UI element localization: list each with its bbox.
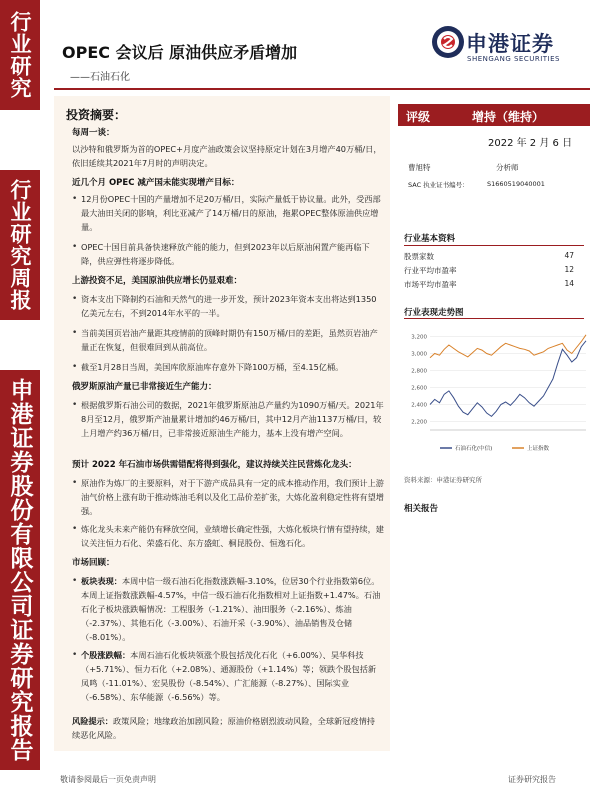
stats-heading: 行业基本资料: [404, 234, 456, 244]
related-reports-heading: 相关报告: [404, 504, 439, 514]
upstream-bullet-2: • 当前美国页岩油产量距其疫情前的顶峰时期仍有150万桶/日的差距，虽然页岩油产量正在恢复，但很难回到从前高位。: [72, 326, 384, 354]
y-tick-label: 2,800: [411, 368, 427, 375]
outlook-bullet-1: • 原油作为炼厂的主要原料，对于下游产成品具有一定的成本推动作用，我们预计上游油气价格上涨有助于推动炼油毛利以及化工品价差扩张，大炼化盈利稳定性将有望增强。: [72, 476, 384, 518]
stat-value: 47: [564, 251, 574, 260]
side-label-weekly: 行业研究周报: [0, 170, 40, 320]
y-tick-label: 2,600: [411, 385, 427, 392]
upstream-bullet-1: • 资本支出下降制约石油和天然气的进一步开发，预计2023年资本支出将达到1350亿美元左右，不到2014年水平的一半。: [72, 292, 384, 320]
stat-row: [404, 251, 584, 262]
analyst-role: 分析师: [496, 163, 519, 172]
left-bar: [0, 0, 40, 800]
series-line: [430, 335, 586, 358]
summary-heading: 投资摘要：: [66, 108, 127, 122]
stocks-label: 个股涨跌幅：: [81, 650, 131, 660]
y-tick-label: 3,200: [411, 334, 427, 341]
russia-bullet: • 根据俄罗斯石油公司的数据，2021年俄罗斯原油总产量约为1090万桶/天。2021年8月至12月，俄罗斯产油量累计增加约46万桶/日，其中12月产油1137万桶/日，较上月增产约36万桶/日，已非常接近原油生产能力，基本上没有增产空间。: [72, 398, 384, 440]
stat-label: 市场平均市盈率: [404, 280, 457, 289]
upstream-heading: 上游投资不足，美国原油供应增长仍显艰难：: [72, 276, 243, 286]
series-line: [430, 341, 586, 417]
stat-value: 12: [564, 265, 574, 274]
risk-warning: [72, 714, 382, 742]
stocks-text: 本周石油石化板块领涨个股包括茂化石化（+6.00%）、昊华科技（+5.71%）、恒力石化（+2.08%）、通源股份（+1.14%）等；领跌个股包括新凤鸣（-11.01%）、宏昊股份（-8.54%）、广汇能源（-8.27%）、国际实业（-6.58%）、东华能源（-6.56%）等。: [81, 650, 377, 702]
y-tick-label: 2,200: [411, 419, 427, 426]
logo-english: SHENGANG SECURITIES: [467, 55, 560, 63]
chart-source: 资料来源：申港证券研究所: [404, 476, 482, 484]
stat-label: 股票家数: [404, 252, 434, 261]
stat-row: [404, 265, 584, 276]
sector-text: 本周中信一级石油石化指数涨跌幅-3.10%，位居30个行业指数第6位。本周上证指数涨跌幅-4.57%，中信一级石油石化指数相对上证指数+1.47%。石油石化子板块涨跌幅情况：工程服务（-1.21%）、油田服务（-2.16%）、炼油（-2.37%）、其他石化（-3.00%）、石油开采（-3.90%）、油品销售及仓储（-8.01%）。: [81, 576, 381, 642]
upstream-bullet-3: • 截至1月28日当周，美国库欣原油库存意外下降100万桶，至4.15亿桶。: [72, 360, 384, 374]
stat-row: [404, 279, 584, 290]
rating-value: 增持（维持）: [472, 110, 545, 124]
report-date: 2022 年 2 月 6 日: [488, 138, 573, 149]
chart-heading: 行业表现走势图: [404, 308, 464, 318]
risk-text: 政策风险；地缘政治加剧风险；原油价格剧烈波动风险，全球新冠疫情持续恶化风险。: [72, 716, 375, 740]
rating-bar: [398, 104, 590, 126]
industry-performance-chart: [400, 322, 590, 462]
outlook-bullet-2: • 炼化龙头未来产能仍有释放空间，业绩增长确定性强，大炼化板块行情有望持续，建议关注恒力石化、荣盛石化、东方盛虹、桐昆股份、恒逸石化。: [72, 522, 384, 550]
logo-name: 申港证券: [466, 32, 554, 56]
y-tick-label: 3,000: [411, 351, 427, 358]
footer-disclaimer: 敬请参阅最后一页免责声明: [60, 775, 156, 784]
opec-heading: 近几个月 OPEC 减产国未能实现增产目标：: [72, 178, 240, 188]
header-divider: [54, 88, 590, 90]
stats-divider: [404, 245, 584, 246]
analyst-name: 曹旭特: [408, 163, 431, 172]
side-label-company: 申港证券股份有限公司证券研究报告: [0, 370, 40, 770]
russia-heading: 俄罗斯原油产量已非常接近生产能力：: [72, 382, 217, 392]
sac-number: S1660519040001: [487, 180, 545, 188]
sac-label: SAC 执业证书编号：: [408, 181, 469, 189]
opec-bullet-2: • OPEC十国目前具备快速释放产能的能力，但到2023年以后原油闲置产能再临下降，供应弹性将逐步降低。: [72, 240, 384, 268]
stat-value: 14: [564, 279, 574, 288]
outlook-heading: 预计 2022 年石油市场供需错配将得到强化，建议持续关注民营炼化龙头：: [72, 460, 357, 470]
legend-label: 石油石化(中信): [455, 446, 493, 452]
legend-label: 上证指数: [527, 446, 550, 452]
stat-label: 行业平均市盈率: [404, 266, 457, 275]
risk-label: 风险提示：: [72, 716, 113, 726]
market-heading: 市场回顾：: [72, 558, 115, 568]
rating-label: 评级: [406, 110, 431, 124]
market-bullet-sector: [72, 574, 384, 644]
market-bullet-stocks: [72, 648, 384, 704]
sector-label: 板块表现：: [81, 576, 122, 586]
weekly-talk-text: 以沙特和俄罗斯为首的OPEC+月度产油政策会议坚持原定计划在3月增产40万桶/日，依旧延续其2021年7月时的声明决定。: [72, 144, 382, 168]
report-subtitle: ——石油石化: [70, 72, 130, 83]
opec-bullet-1: • 12月份OPEC十国的产量增加不足20万桶/日，实际产量低于协议量。此外，受西部最大油田关闭的影响，利比亚减产了14万桶/日的原油，拖累OPEC整体原油供应增量。: [72, 192, 384, 234]
report-title: OPEC 会议后 原油供应矛盾增加: [62, 43, 298, 62]
weekly-talk-heading: 每周一谈：: [72, 128, 115, 138]
footer-label: 证券研究报告: [508, 775, 556, 784]
y-tick-label: 2,400: [411, 402, 427, 409]
side-label-research: 行业研究: [0, 0, 40, 110]
chart-divider: [404, 318, 584, 319]
